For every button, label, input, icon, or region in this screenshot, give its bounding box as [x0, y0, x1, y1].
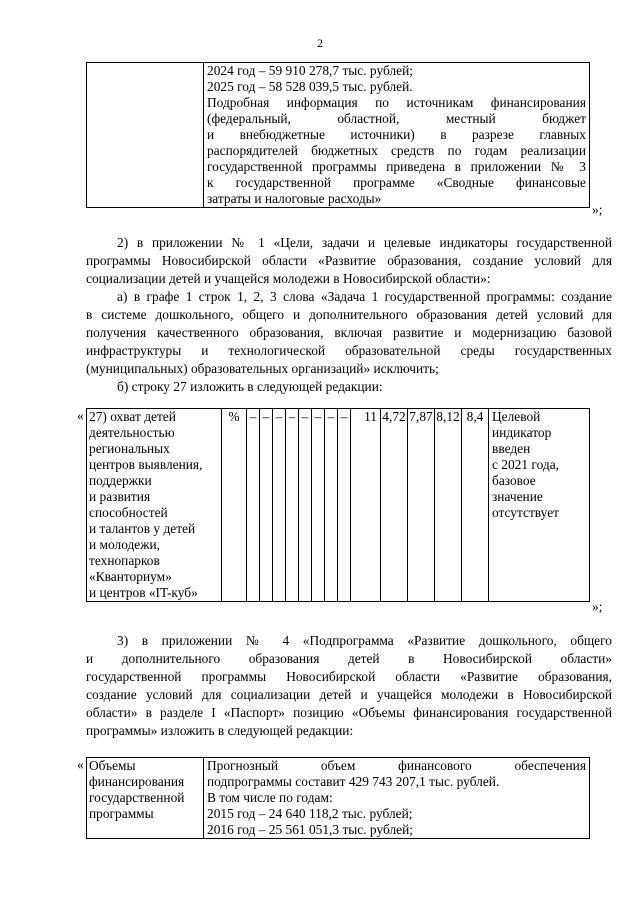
value-cell-2016: – — [286, 409, 299, 602]
indicator-line: центров выявления, — [89, 457, 203, 472]
paragraph-line: получения качественного образования, включая развитие и модернизацию базовой — [86, 325, 612, 340]
label-line: программы — [89, 806, 154, 821]
value-cell-2018: – — [312, 409, 325, 602]
financing-content-cell — [204, 758, 590, 839]
note-line: значение — [492, 489, 543, 504]
indicator-table — [86, 408, 590, 602]
paragraph-line: (муниципальных) образовательных организаций» исключить; — [86, 361, 439, 376]
financing-line: государственной программы приведена в приложении № 3 — [207, 159, 586, 174]
financing-table-continued — [86, 62, 590, 208]
indicator-line: поддержки — [89, 473, 152, 488]
label-line: финансирования — [89, 774, 185, 789]
empty-label-cell — [87, 63, 204, 208]
financing-line: Подробная информация по источникам финансирования — [207, 95, 586, 110]
amendment-paragraph-2 — [86, 234, 612, 396]
amendment-paragraph-3 — [86, 632, 612, 740]
paragraph-line: программы Новосибирской области «Развитие образования, создание условий для — [86, 253, 612, 268]
value-cell-2014: – — [260, 409, 273, 602]
paragraph-line: б) строку 27 изложить в следующей редакции: — [117, 379, 383, 394]
paragraph-line: 3) в приложении № 4 «Подпрограмма «Развитие дошкольного, общего — [117, 633, 612, 648]
label-line: Объемы — [89, 758, 136, 773]
note-line: отсутствует — [492, 505, 559, 520]
note-cell — [489, 409, 590, 602]
value-cell-2019: – — [325, 409, 338, 602]
indicator-line: и талантов у детей — [89, 521, 196, 536]
value-cell-2023: 7,87 — [408, 409, 435, 602]
value-cell-2020: – — [338, 409, 351, 602]
value-cell-2022: 4,72 — [381, 409, 408, 602]
financing-line: 2024 год – 59 910 278,7 тыс. рублей; — [207, 63, 413, 78]
note-line: базовое — [492, 473, 536, 488]
note-line: индикатор — [492, 425, 552, 440]
indicator-line: способностей — [89, 505, 168, 520]
value-cell-2025: 8,4 — [462, 409, 489, 602]
financing-line: распорядителей бюджетных средств по годам реализации — [207, 143, 586, 158]
indicator-line: и центров «IT-куб» — [89, 585, 198, 600]
indicator-name-cell — [87, 409, 222, 602]
paragraph-line: в системе дошкольного, общего и дополнительного образования детей условий для — [86, 307, 612, 322]
note-line: с 2021 года, — [492, 457, 559, 472]
financing-line: 2025 год – 58 528 039,5 тыс. рублей. — [207, 79, 413, 94]
value-cell-2013: – — [247, 409, 260, 602]
paragraph-line: программы» изложить в следующей редакции: — [86, 723, 354, 738]
financing-content-cell — [204, 63, 590, 208]
subprogram-financing-table — [86, 757, 590, 839]
financing-label-cell — [87, 758, 204, 839]
opening-quote-3: « — [77, 757, 84, 772]
indicator-line: региональных — [89, 441, 170, 456]
page-number: 2 — [317, 36, 323, 50]
opening-quote-2: « — [77, 408, 84, 423]
label-line: государственной — [89, 790, 185, 805]
financing-line: затраты и налоговые расходы» — [207, 191, 382, 206]
note-line: введен — [492, 441, 531, 456]
content-line: В том числе по годам: — [207, 790, 333, 805]
indicator-line: и развития — [89, 489, 151, 504]
content-line: Прогнозный объем финансового обеспечения — [207, 758, 586, 773]
value-cell-2017: – — [299, 409, 312, 602]
unit-cell: % — [222, 409, 247, 602]
note-line: Целевой — [492, 409, 541, 424]
value-cell-2024: 8,12 — [435, 409, 462, 602]
paragraph-line: социализации детей и учащейся молодежи в Новосибирской области»: — [86, 271, 491, 286]
value-cell-2021: 11 — [351, 409, 381, 602]
paragraph-line: а) в графе 1 строк 1, 2, 3 слова «Задача 1 государственной программы: создание — [117, 289, 612, 304]
closing-quote-2: »; — [592, 599, 603, 614]
financing-line: к государственной программе «Сводные финансовые — [207, 175, 586, 190]
paragraph-line: государственной программы Новосибирской области «Развитие образования, — [86, 669, 612, 684]
paragraph-line: создание условий для социализации детей и учащейся молодежи в Новосибирской — [86, 687, 612, 702]
content-line: подпрограммы составит 429 743 207,1 тыс. рублей. — [207, 774, 500, 789]
financing-line: и внебюджетные источники) в разрезе главных — [207, 127, 586, 142]
indicator-line: 27) охват детей — [89, 409, 176, 424]
indicator-line: и молодежи, — [89, 537, 161, 552]
paragraph-line: области» в разделе I «Паспорт» позицию «Объемы финансирования государственной — [86, 705, 612, 720]
indicator-line: «Кванториум» — [89, 569, 172, 584]
financing-line: (федеральный, областной, местный бюджет — [207, 111, 586, 126]
content-line: 2015 год – 24 640 118,2 тыс. рублей; — [207, 806, 413, 821]
paragraph-line: 2) в приложении № 1 «Цели, задачи и целевые индикаторы государственной — [117, 235, 612, 250]
paragraph-line: инфраструктуры и технологической образовательной среды государственных — [86, 343, 612, 358]
content-line: 2016 год – 25 561 051,3 тыс. рублей; — [207, 822, 413, 837]
indicator-line: технопарков — [89, 553, 160, 568]
indicator-line: деятельностью — [89, 425, 175, 440]
closing-quote-1: »; — [592, 202, 603, 217]
value-cell-2015: – — [273, 409, 286, 602]
paragraph-line: и дополнительного образования детей в Новосибирской области» — [86, 651, 612, 666]
